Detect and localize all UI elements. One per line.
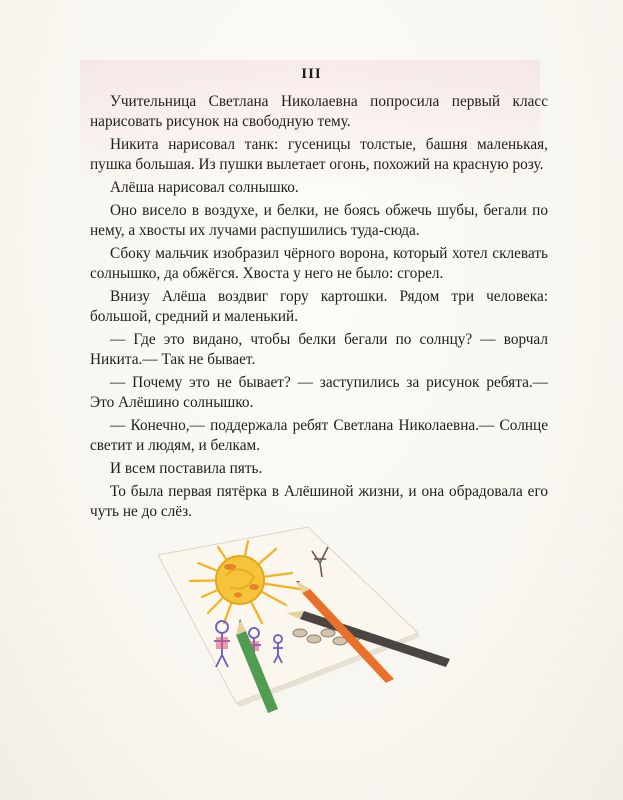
paragraph: Учительница Светлана Николаевна попросила первый класс нарисовать рисунок на свободную тему. [90, 93, 548, 130]
story-text [90, 92, 548, 522]
paragraph: Никита нарисовал танк: гусеницы толстые, башня маленькая, пушка большая. Из пушки вылетает огонь, похожий на красную розу. [90, 136, 548, 173]
chapter-number: III [301, 66, 322, 82]
paragraph: Алёша нарисовал солнышко. [110, 179, 299, 196]
paragraph: — Почему это не бывает? — заступились за рисунок ребята.— Это Алёшино солнышко. [90, 374, 548, 411]
drawing-svg [150, 515, 460, 715]
drawing-paper [158, 527, 418, 703]
paragraph: И всем поставила пять. [110, 460, 263, 477]
paragraph: Сбоку мальчик изобразил чёрного ворона, который хотел склевать солнышко, да обжёгся. Хвоста у него не было: сгорел. [90, 245, 548, 282]
paragraph: — Где это видано, чтобы белки бегали по солнцу? — ворчал Никита.— Так не бывает. [90, 331, 548, 368]
drawing-illustration [150, 515, 460, 715]
paragraph: Внизу Алёша воздвиг гору картошки. Рядом три человека: большой, средний и маленький. [90, 288, 548, 325]
paragraph: То была первая пятёрка в Алёшиной жизни, и она обрадовала его чуть не до слёз. [90, 483, 548, 520]
paragraph: Оно висело в воздухе, и белки, не боясь обжечь шубы, бегали по нему, а хвосты их лучами распушились туда-сюда. [90, 202, 548, 239]
paragraph: — Конечно,— поддержала ребят Светлана Николаевна.— Солнце светит и людям, и белкам. [90, 417, 548, 454]
